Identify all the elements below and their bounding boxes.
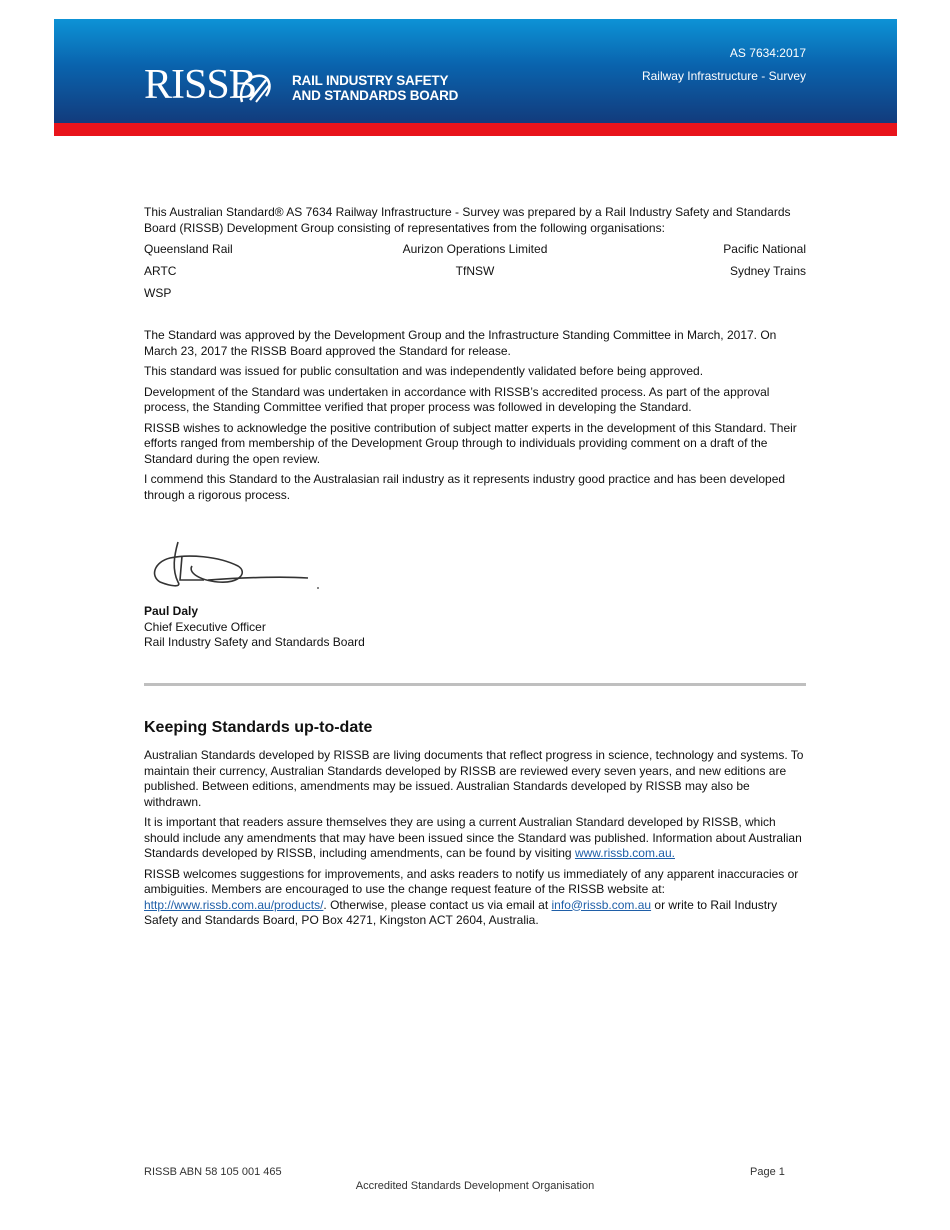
org-row [144,242,806,264]
keeping-paragraph-2 [144,815,806,862]
org-item: TfNSW [455,264,495,278]
logo-text [292,73,458,103]
approval-paragraph: This standard was issued for public consultation and was independently validated before being approved. [144,364,704,378]
intro-text: This Australian Standard® AS 7634 Railway Infrastructure - Survey was prepared by a Rail Industry Safety and Standards Board (RISSB) Development Group consisting of representatives from the following organisations: [144,205,791,235]
signer-organisation: Rail Industry Safety and Standards Board [144,635,365,649]
signer-name: Paul Daly [144,604,199,618]
signer-title: Chief Executive Officer [144,619,266,634]
approval-paragraph: RISSB wishes to acknowledge the positive contribution of subject matter experts in the development of this Standard. Their efforts ranged from membership of the Development Group through to individuals providing comment on a draft of the Standard during the open review. [144,420,797,466]
signer-block [144,604,365,651]
keeping-p3-text-a: RISSB welcomes suggestions for improvements, and asks readers to notify us immediately of any apparent inaccuracies or ambiguities. Members are encouraged to use the change request feature of the RISSB website at: [144,866,799,896]
rissb-products-link[interactable]: http://www.rissb.com.au/products/ [144,897,324,912]
logo-text-line2: AND STANDARDS BOARD [292,88,459,103]
org-row [144,264,806,286]
approval-paragraph: Development of the Standard was undertaken in accordance with RISSB’s accredited process. As part of the approval process, the Standing Committee verified that proper process was followed in developing the Standard. [144,384,770,414]
standard-title: Railway Infrastructure - Survey [641,69,806,83]
rissb-email-link[interactable]: info@rissb.com.au [551,897,652,912]
approval-section [144,328,806,508]
org-item: Aurizon Operations Limited [402,242,548,256]
signature-image [148,536,328,596]
approval-paragraph: I commend this Standard to the Australasian rail industry as it represents industry good practice and has been developed through a rigorous process. [144,472,786,502]
section-divider [144,683,806,686]
footer-page-number: Page 1 [750,1166,785,1178]
standard-code: AS 7634:2017 [729,46,806,60]
keeping-standards-section [144,748,806,934]
org-item: Queensland Rail [144,242,233,256]
header-red-bar [54,123,897,136]
keeping-p3-text-b: . Otherwise, please contact us via email at [323,897,552,912]
rissb-website-link[interactable]: www.rissb.com.au. [574,846,675,860]
org-row [144,286,806,308]
logo-text-line1: RAIL INDUSTRY SAFETY [292,73,449,88]
intro-paragraph [144,205,806,236]
logo-wordmark: RISSB [144,62,256,108]
logo-emblem-icon [236,68,274,108]
organisations-list [144,242,806,308]
org-item: ARTC [144,264,177,278]
org-item: Pacific National [723,242,806,256]
keeping-standards-heading: Keeping Standards up-to-date [144,719,373,736]
org-item: WSP [144,286,172,300]
org-item: Sydney Trains [729,264,806,278]
keeping-p3-text-c: or write to Rail Industry Safety and Standards Board, PO Box 4271, Kingston ACT 2604, Australia. [144,897,778,927]
keeping-p2-text: It is important that readers assure themselves they are using a current Australian Standard developed by RISSB, which should include any amendments that may have been issued since the Standard was published. Information about Australian Standards developed by RISSB, including amendments, can be found by visiting [144,815,802,860]
approval-paragraph: The Standard was approved by the Development Group and the Infrastructure Standing Committee in March, 2017. On March 23, 2017 the RISSB Board approved the Standard for release. [144,328,777,358]
footer-accreditation: Accredited Standards Development Organisation [355,1180,595,1192]
keeping-paragraph-3 [144,867,806,929]
footer-abn: RISSB ABN 58 105 001 465 [144,1166,282,1178]
keeping-paragraph-1: Australian Standards developed by RISSB are living documents that reflect progress in science, technology and systems. To maintain their currency, Australian Standards developed by RISSB are reviewed every seven years, and new editions are published. Between editions, amendments may be issued. Australian Standards developed by RISSB may also be withdrawn. [144,748,804,809]
